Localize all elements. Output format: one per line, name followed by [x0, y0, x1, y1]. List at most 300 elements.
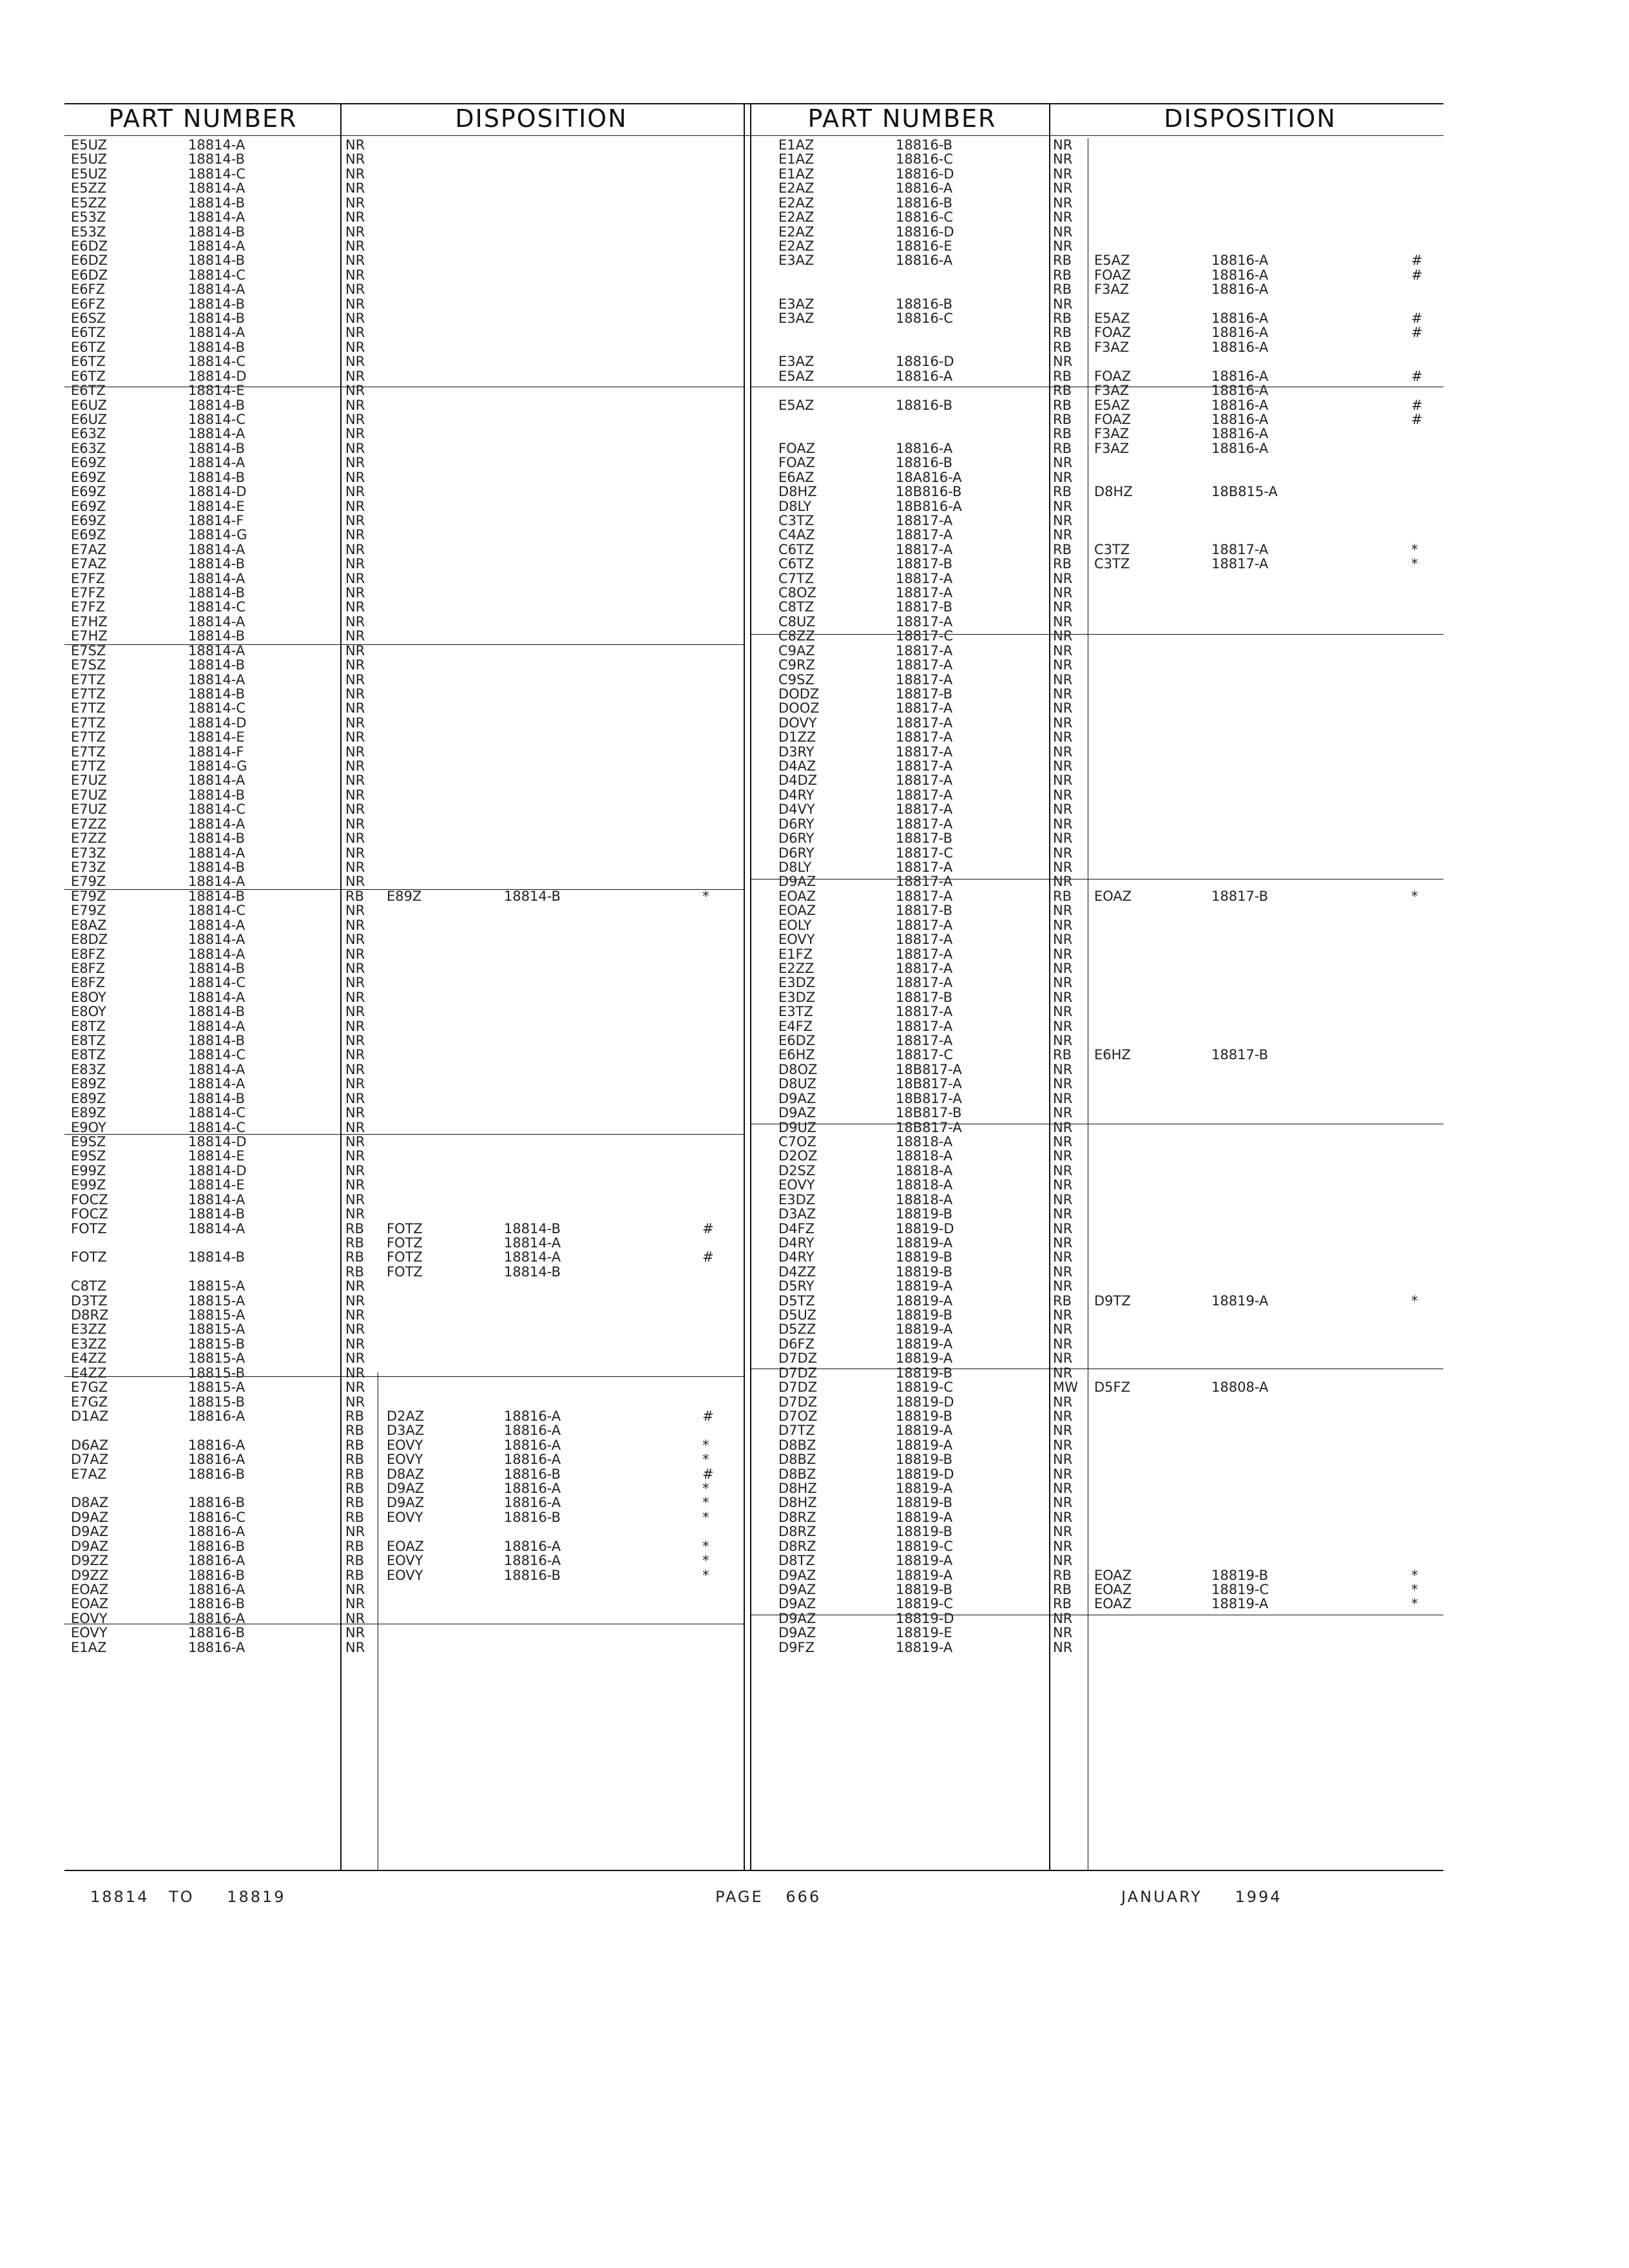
- part-base: 18817-A: [896, 874, 953, 890]
- note-mark: *: [702, 1553, 709, 1569]
- replacement-base: 18816-A: [1211, 440, 1269, 456]
- disposition-code: NR: [1053, 1610, 1073, 1626]
- part-base: 18819-B: [896, 1408, 953, 1424]
- part-base: 18814-A: [188, 642, 246, 658]
- part-base: 18819-A: [896, 1481, 953, 1497]
- part-prefix: E99Z: [71, 1177, 106, 1193]
- part-base: 18814-A: [188, 325, 246, 341]
- part-base: 18814-A: [188, 989, 246, 1005]
- part-base: 18817-A: [896, 816, 953, 832]
- disposition-code: NR: [1053, 787, 1073, 803]
- part-prefix: E3ZZ: [71, 1336, 107, 1352]
- part-base: 18819-A: [896, 1321, 953, 1338]
- part-prefix: EOAZ: [71, 1582, 109, 1597]
- part-prefix: E3AZ: [778, 354, 815, 370]
- disposition-code: NR: [1053, 1481, 1073, 1497]
- part-prefix: D8HZ: [778, 484, 817, 500]
- part-base: 18814-G: [188, 527, 247, 543]
- disposition-code: NR: [345, 1206, 365, 1222]
- part-prefix: E7TZ: [71, 744, 106, 760]
- disposition-code: NR: [345, 1524, 365, 1540]
- replacement-base: 18816-B: [504, 1567, 561, 1583]
- part-base: 18814-B: [188, 960, 246, 976]
- part-base: 18817-B: [896, 556, 953, 572]
- part-base: 18817-A: [896, 657, 953, 673]
- part-base: 18814-A: [188, 426, 246, 442]
- part-base: 18817-A: [896, 715, 953, 731]
- part-prefix: D8TZ: [778, 1553, 815, 1569]
- part-prefix: D2SZ: [778, 1162, 816, 1178]
- disposition-code: NR: [345, 1177, 365, 1193]
- part-prefix: E7FZ: [71, 570, 106, 586]
- disposition-code: NR: [1053, 816, 1073, 832]
- replacement-prefix: E5AZ: [1094, 397, 1130, 413]
- replacement-base: 18816-A: [504, 1408, 561, 1424]
- part-base: 18814-B: [188, 195, 246, 211]
- replacement-prefix: F3AZ: [1094, 282, 1130, 298]
- part-base: 18817-C: [896, 845, 954, 861]
- part-prefix: E7UZ: [71, 802, 108, 818]
- part-prefix: D6RY: [778, 816, 815, 832]
- note-mark: *: [702, 1538, 709, 1554]
- disposition-code: NR: [345, 541, 365, 557]
- disposition-code: NR: [1053, 137, 1073, 153]
- disposition-code: NR: [345, 917, 365, 933]
- part-base: 18817-A: [896, 642, 953, 658]
- part-base: 18814-C: [188, 1047, 246, 1063]
- part-prefix: E5UZ: [71, 151, 108, 168]
- part-base: 18816-A: [188, 1408, 246, 1424]
- disposition-code: NR: [1053, 1408, 1073, 1424]
- disposition-code: NR: [1053, 1133, 1073, 1149]
- part-prefix: D9AZ: [778, 1625, 816, 1641]
- disposition-code: NR: [1053, 1321, 1073, 1338]
- part-prefix: D4RY: [778, 787, 815, 803]
- part-prefix: E6FZ: [71, 282, 106, 298]
- replacement-prefix: E5AZ: [1094, 253, 1130, 269]
- part-base: 18816-D: [896, 354, 954, 370]
- part-base: 18817-B: [896, 903, 953, 919]
- disposition-code: NR: [345, 613, 365, 629]
- part-base: 18819-A: [896, 1567, 953, 1583]
- part-base: 18818-A: [896, 1177, 953, 1193]
- disposition-code: NR: [345, 383, 365, 399]
- part-base: 18816-B: [188, 1625, 246, 1641]
- disposition-code: NR: [1053, 860, 1073, 875]
- part-prefix: E7FZ: [71, 585, 106, 601]
- part-prefix: E7SZ: [71, 657, 106, 673]
- replacement-base: 18816-A: [504, 1423, 561, 1439]
- part-base: 18818-A: [896, 1133, 953, 1149]
- part-prefix: E8OY: [71, 989, 106, 1005]
- part-base: 18816-B: [188, 1567, 246, 1583]
- part-prefix: E6DZ: [71, 238, 108, 254]
- part-prefix: EOAZ: [778, 903, 816, 919]
- disposition-code: NR: [1053, 1639, 1073, 1655]
- disposition-code: NR: [1053, 180, 1073, 197]
- disposition-code: NR: [1053, 1061, 1073, 1077]
- replacement-prefix: D5FZ: [1094, 1379, 1130, 1396]
- part-prefix: D8RZ: [778, 1538, 816, 1554]
- disposition-code: NR: [345, 180, 365, 197]
- footer-page: [715, 1888, 821, 1906]
- part-base: 18814-B: [188, 686, 246, 702]
- disposition-code: NR: [1053, 932, 1073, 948]
- part-base: 18819-B: [896, 1307, 953, 1323]
- replacement-prefix: FOAZ: [1094, 267, 1131, 283]
- replacement-base: 18816-A: [1211, 368, 1269, 384]
- disposition-code: NR: [345, 700, 365, 716]
- part-prefix: E9OY: [71, 1119, 106, 1135]
- part-prefix: E7UZ: [71, 773, 108, 789]
- part-base: 18814-C: [188, 975, 246, 991]
- disposition-code: NR: [1053, 1220, 1073, 1236]
- part-base: 18815-A: [188, 1307, 246, 1323]
- part-base: 18819-A: [896, 1336, 953, 1352]
- part-prefix: D9AZ: [778, 1105, 816, 1121]
- part-base: 18814-B: [188, 1004, 246, 1020]
- replacement-prefix: F3AZ: [1094, 383, 1130, 399]
- disposition-code: RB: [1053, 253, 1072, 269]
- disposition-code: RB: [1053, 541, 1072, 557]
- part-prefix: E83Z: [71, 1061, 106, 1077]
- disposition-code: NR: [345, 527, 365, 543]
- part-base: 18816-E: [896, 238, 952, 254]
- part-prefix: E79Z: [71, 874, 106, 890]
- disposition-code: RB: [1053, 1293, 1072, 1309]
- note-mark: *: [1411, 541, 1418, 557]
- part-prefix: E69Z: [71, 469, 106, 485]
- part-prefix: C3TZ: [778, 512, 815, 528]
- replacement-prefix: FOTZ: [387, 1264, 423, 1280]
- part-base: 18814-C: [188, 1119, 246, 1135]
- disposition-code: NR: [1053, 1495, 1073, 1511]
- part-base: 18816-A: [896, 253, 953, 269]
- part-base: 18B817-A: [896, 1090, 962, 1106]
- part-prefix: E3TZ: [778, 1004, 813, 1020]
- disposition-code: RB: [1053, 325, 1072, 341]
- part-base: 18814-C: [188, 700, 246, 716]
- part-base: 18815-B: [188, 1365, 246, 1381]
- part-prefix: D8BZ: [778, 1437, 816, 1453]
- note-mark: *: [702, 1481, 709, 1497]
- replacement-prefix: EOAZ: [1094, 1582, 1132, 1597]
- disposition-code: NR: [1053, 1162, 1073, 1178]
- part-prefix: D9ZZ: [71, 1553, 109, 1569]
- part-base: 18816-C: [188, 1509, 246, 1525]
- part-base: 18815-A: [188, 1350, 246, 1367]
- part-base: 18814-C: [188, 1105, 246, 1121]
- part-base: 18817-A: [896, 1004, 953, 1020]
- replacement-base: 18816-A: [1211, 426, 1269, 442]
- disposition-code: NR: [1053, 469, 1073, 485]
- part-prefix: E5ZZ: [71, 180, 107, 197]
- part-base: 18814-C: [188, 411, 246, 427]
- disposition-code: RB: [1053, 411, 1072, 427]
- disposition-code: RB: [345, 1437, 364, 1453]
- part-base: 18816-A: [188, 1582, 246, 1597]
- replacement-base: 18816-B: [504, 1466, 561, 1482]
- disposition-code: NR: [345, 253, 365, 269]
- part-prefix: DOOZ: [778, 700, 820, 716]
- part-base: 18814-C: [188, 166, 246, 182]
- part-base: 18819-A: [896, 1553, 953, 1569]
- part-prefix: D8OZ: [778, 1061, 818, 1077]
- replacement-prefix: EOAZ: [387, 1538, 425, 1554]
- disposition-code: NR: [1053, 657, 1073, 673]
- disposition-code: RB: [345, 1509, 364, 1525]
- part-prefix: D4AZ: [778, 758, 816, 774]
- part-base: 18817-C: [896, 628, 954, 644]
- disposition-code: NR: [1053, 773, 1073, 789]
- part-prefix: FOCZ: [71, 1206, 108, 1222]
- part-prefix: E8DZ: [71, 932, 108, 948]
- disposition-code: RB: [1053, 1567, 1072, 1583]
- right-group-rule-2: [751, 634, 1443, 635]
- disposition-code: RB: [1053, 311, 1072, 327]
- disposition-code: NR: [1053, 1365, 1073, 1381]
- part-base: 18817-A: [896, 512, 953, 528]
- part-prefix: E1AZ: [778, 151, 815, 168]
- disposition-code: NR: [345, 1004, 365, 1020]
- part-base: 18817-A: [896, 975, 953, 991]
- part-prefix: C7OZ: [778, 1133, 816, 1149]
- disposition-code: RB: [345, 1408, 364, 1424]
- disposition-code: NR: [345, 556, 365, 572]
- part-prefix: D5TZ: [778, 1293, 815, 1309]
- part-base: 18818-A: [896, 1148, 953, 1164]
- part-base: 18816-C: [896, 311, 954, 327]
- disposition-code: NR: [345, 715, 365, 731]
- part-prefix: E53Z: [71, 224, 106, 240]
- replacement-prefix: FOAZ: [1094, 368, 1131, 384]
- part-prefix: C8ZZ: [778, 628, 815, 644]
- disposition-code: NR: [1053, 975, 1073, 991]
- part-prefix: E6SZ: [71, 311, 106, 327]
- disposition-code: NR: [345, 642, 365, 658]
- part-prefix: E8TZ: [71, 1018, 106, 1034]
- part-prefix: E7ZZ: [71, 831, 107, 847]
- part-base: 18817-B: [896, 599, 953, 615]
- disposition-code: NR: [1053, 642, 1073, 658]
- part-prefix: D8RZ: [778, 1524, 816, 1540]
- footer-range: [90, 1888, 286, 1906]
- footer-range-from: 18814: [90, 1888, 149, 1906]
- disposition-code: RB: [1053, 888, 1072, 904]
- disposition-code: NR: [345, 1033, 365, 1049]
- replacement-prefix: EOVY: [387, 1567, 423, 1583]
- note-mark: *: [1411, 1293, 1418, 1309]
- disposition-code: NR: [1053, 166, 1073, 182]
- note-mark: #: [1411, 253, 1423, 269]
- note-mark: *: [1411, 1567, 1418, 1583]
- part-base: 18816-B: [188, 1466, 246, 1482]
- replacement-base: 18816-B: [504, 1509, 561, 1525]
- footer-month: JANUARY: [1121, 1888, 1202, 1906]
- part-base: 18B816-B: [896, 484, 962, 500]
- footer-range-to-word: TO: [169, 1888, 195, 1906]
- disposition-code: NR: [345, 1394, 365, 1410]
- part-base: 18817-A: [896, 946, 953, 962]
- disposition-code: NR: [345, 151, 365, 168]
- replacement-prefix: F3AZ: [1094, 339, 1130, 355]
- part-base: 18817-B: [896, 831, 953, 847]
- part-base: 18814-E: [188, 498, 245, 514]
- note-mark: #: [1411, 411, 1423, 427]
- disposition-code: NR: [1053, 1437, 1073, 1453]
- part-prefix: E6TZ: [71, 383, 106, 399]
- part-base: 18814-A: [188, 1191, 246, 1207]
- disposition-code: NR: [345, 860, 365, 875]
- note-mark: #: [1411, 267, 1423, 283]
- part-base: 18814-A: [188, 845, 246, 861]
- disposition-code: NR: [345, 1293, 365, 1309]
- part-base: 18819-A: [896, 1423, 953, 1439]
- part-prefix: E3DZ: [778, 975, 816, 991]
- part-base: 18814-E: [188, 383, 245, 399]
- part-prefix: D7TZ: [778, 1423, 815, 1439]
- part-base: 18814-B: [188, 151, 246, 168]
- part-base: 18814-B: [188, 397, 246, 413]
- part-prefix: E69Z: [71, 484, 106, 500]
- disposition-code: NR: [345, 1278, 365, 1294]
- part-base: 18816-B: [896, 195, 953, 211]
- disposition-code: NR: [345, 1307, 365, 1323]
- disposition-code: NR: [1053, 527, 1073, 543]
- disposition-code: NR: [1053, 845, 1073, 861]
- replacement-base: 18814-B: [504, 1264, 561, 1280]
- part-base: 18816-A: [896, 368, 953, 384]
- disposition-code: NR: [345, 368, 365, 384]
- replacement-prefix: EOVY: [387, 1437, 423, 1453]
- disposition-code: NR: [345, 570, 365, 586]
- part-base: 18814-D: [188, 1133, 247, 1149]
- disposition-code: NR: [345, 1076, 365, 1092]
- part-base: 18814-A: [188, 1220, 246, 1236]
- disposition-code: NR: [1053, 1336, 1073, 1352]
- part-prefix: E5UZ: [71, 137, 108, 153]
- part-base: 18817-A: [896, 1033, 953, 1049]
- disposition-code: NR: [345, 1350, 365, 1367]
- replacement-base: 18814-B: [504, 888, 561, 904]
- part-prefix: D8HZ: [778, 1481, 817, 1497]
- part-prefix: D7DZ: [778, 1394, 818, 1410]
- replacement-prefix: FOAZ: [1094, 325, 1131, 341]
- part-prefix: E2ZZ: [778, 960, 815, 976]
- disposition-code: NR: [1053, 1105, 1073, 1121]
- part-base: 18814-E: [188, 1148, 245, 1164]
- replacement-base: 18816-A: [504, 1538, 561, 1554]
- part-base: 18814-B: [188, 1206, 246, 1222]
- part-prefix: E69Z: [71, 455, 106, 471]
- disposition-code: NR: [1053, 1278, 1073, 1294]
- note-mark: #: [1411, 311, 1423, 327]
- part-base: 18819-E: [896, 1625, 952, 1641]
- part-prefix: E2AZ: [778, 209, 815, 226]
- disposition-code: RB: [345, 1220, 364, 1236]
- part-prefix: D8AZ: [71, 1495, 109, 1511]
- note-mark: #: [1411, 397, 1423, 413]
- replacement-prefix: E89Z: [387, 888, 422, 904]
- part-prefix: D5UZ: [778, 1307, 816, 1323]
- part-base: 18817-A: [896, 527, 953, 543]
- part-prefix: E5UZ: [71, 166, 108, 182]
- replacement-base: 18819-A: [1211, 1596, 1269, 1612]
- disposition-code: NR: [345, 1639, 365, 1655]
- disposition-code: NR: [1053, 1076, 1073, 1092]
- part-base: 18816-D: [896, 166, 954, 182]
- disposition-code: NR: [345, 296, 365, 312]
- part-prefix: E2AZ: [778, 238, 815, 254]
- part-base: 18814-B: [188, 787, 246, 803]
- part-base: 18814-F: [188, 744, 244, 760]
- note-mark: *: [1411, 888, 1418, 904]
- replacement-prefix: EOAZ: [1094, 1596, 1132, 1612]
- part-prefix: E6TZ: [71, 325, 106, 341]
- disposition-code: NR: [345, 238, 365, 254]
- replacement-prefix: EOVY: [387, 1509, 423, 1525]
- part-prefix: E7AZ: [71, 1466, 107, 1482]
- replacement-prefix: C3TZ: [1094, 556, 1130, 572]
- disposition-code: NR: [1053, 1264, 1073, 1280]
- replacement-prefix: E6HZ: [1094, 1047, 1131, 1063]
- disposition-code: NR: [1053, 1553, 1073, 1569]
- disposition-code: NR: [1053, 224, 1073, 240]
- replacement-prefix: C3TZ: [1094, 541, 1130, 557]
- replacement-base: 18816-A: [1211, 253, 1269, 269]
- part-prefix: D9AZ: [71, 1524, 109, 1540]
- disposition-code: NR: [1053, 946, 1073, 962]
- part-base: 18814-C: [188, 267, 246, 283]
- disposition-code: NR: [345, 512, 365, 528]
- part-base: 18814-A: [188, 180, 246, 197]
- footer-page-number: 666: [786, 1888, 822, 1906]
- part-base: 18817-A: [896, 787, 953, 803]
- center-divider-1: [744, 104, 745, 1870]
- footer-date: [1121, 1888, 1282, 1906]
- replacement-base: 18808-A: [1211, 1379, 1269, 1396]
- part-base: 18B817-A: [896, 1061, 962, 1077]
- replacement-base: 18814-A: [504, 1235, 561, 1251]
- disposition-code: NR: [345, 339, 365, 355]
- disposition-code: NR: [1053, 1307, 1073, 1323]
- disposition-code: NR: [1053, 700, 1073, 716]
- part-base: 18817-A: [896, 1018, 953, 1034]
- part-prefix: E6UZ: [71, 397, 108, 413]
- disposition-code: NR: [1053, 1466, 1073, 1482]
- replacement-prefix: FOAZ: [1094, 411, 1131, 427]
- part-base: 18816-A: [896, 440, 953, 456]
- part-base: 18814-D: [188, 368, 247, 384]
- part-prefix: D4RY: [778, 1235, 815, 1251]
- replacement-base: 18816-A: [1211, 267, 1269, 283]
- part-prefix: E3DZ: [778, 1191, 816, 1207]
- disposition-code: NR: [345, 1105, 365, 1121]
- part-base: 18814-A: [188, 671, 246, 687]
- disposition-code: NR: [345, 209, 365, 226]
- part-base: 18815-A: [188, 1278, 246, 1294]
- replacement-prefix: EOVY: [387, 1452, 423, 1468]
- part-prefix: D6RY: [778, 845, 815, 861]
- part-base: 18817-A: [896, 888, 953, 904]
- disposition-code: RB: [345, 1423, 364, 1439]
- disposition-code: NR: [345, 1610, 365, 1626]
- part-prefix: D4FZ: [778, 1220, 815, 1236]
- replacement-base: 18817-A: [1211, 541, 1269, 557]
- part-base: 18816-B: [188, 1538, 246, 1554]
- part-prefix: E6HZ: [778, 1047, 815, 1063]
- replacement-base: 18816-A: [1211, 325, 1269, 341]
